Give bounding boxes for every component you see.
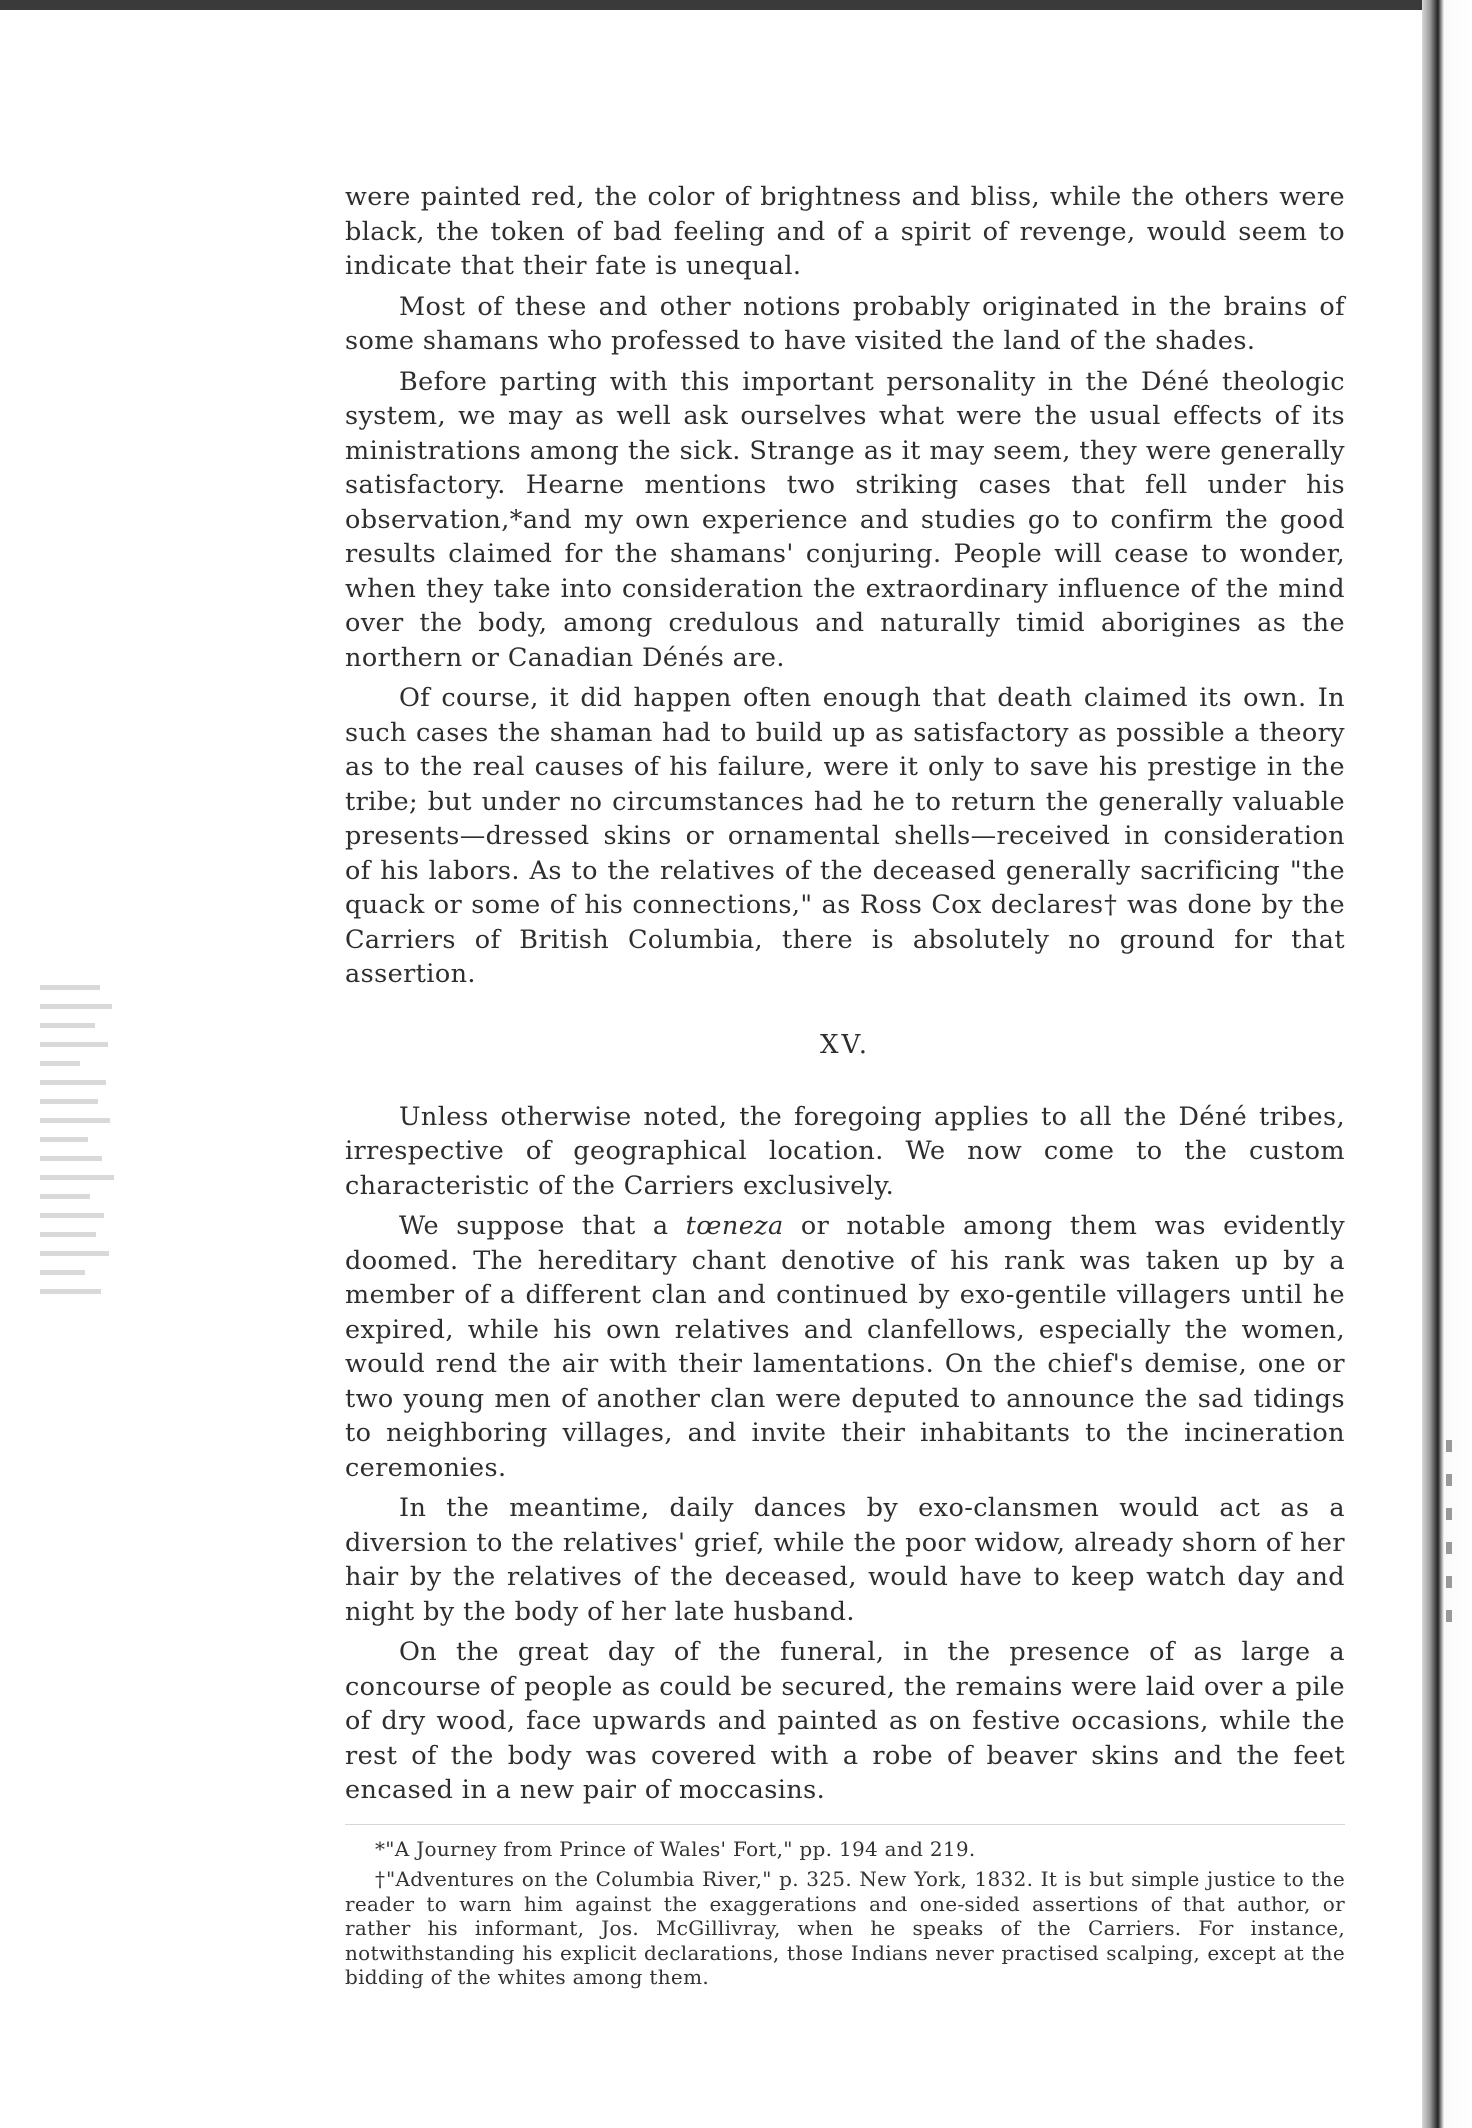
paragraph-notable-doomed (345, 1209, 1345, 1485)
facing-page-bleed-through (40, 985, 120, 1330)
next-page-edge-marks (1446, 1440, 1458, 1640)
paragraph-continued: were painted red, the color of brightness and bliss, while the others were black, the token of bad feeling and of a spirit of revenge, would seem to indicate that their fate is unequal. (345, 182, 1345, 281)
paragraph-funeral-day: On the great day of the funeral, in the presence of as large a concourse of people as could be secured, the remains were laid over a pile of dry wood, face upwards and painted as on festive occasions, while the rest of the body was covered with a robe of beaver skins and the feet encased in a new pair of moccasins. (345, 1637, 1345, 1805)
text-run: We suppose that a (399, 1211, 686, 1241)
footnote-divider (345, 1824, 1345, 1825)
paragraph-foregoing-applies: Unless otherwise noted, the foregoing applies to all the Déné tribes, irrespective of geographical location. We now come to the custom characteristic of the Carriers exclusively. (345, 1101, 1345, 1201)
paragraph-meantime: In the meantime, daily dances by exo-clansmen would act as a diversion to the relatives' grief, while the poor widow, already shorn of her hair by the relatives of the deceased, would have to keep watch day and night by the body of her late husband. (345, 1493, 1345, 1627)
scan-top-border (0, 0, 1472, 10)
section-heading: XV. (819, 1029, 870, 1060)
text-run: or notable among them was evidently doomed. The hereditary chant denotive of his rank was taken up by a member of a different clan and continued by exo-gentile villagers until he expired, while his own relatives and clanfellows, especially the women, would rend the air with their lamentations. On the chief's demise, one or two young men of another clan were deputed to announce the sad tidings to neighboring villages, and invite their inhabitants to the incineration ceremonies. (345, 1211, 1345, 1483)
scan-page-gutter (1422, 0, 1472, 2128)
italic-term: tœneza (685, 1211, 784, 1241)
paragraph-shamans-notions: Most of these and other notions probably originated in the brains of some shamans who professed to have visited the land of the shades. (345, 291, 1345, 356)
footnote-ross-cox: †"Adventures on the Columbia River," p. 325. New York, 1832. It is but simple justice to the reader to warn him against the exaggerations and one-sided assertions of that author, or rather his informant, Jos. McGillivray, when he speaks of the Carriers. For instance, notwithstanding his explicit declarations, those Indians never practised scalping, except at the bidding of the whites among them. (345, 1867, 1345, 1989)
page-text-block (345, 180, 1345, 1990)
paragraph-death-claimed: Of course, it did happen often enough that death claimed its own. In such cases the shaman had to build up as satisfactory as possible a theory as to the real causes of his failure, were it only to save his prestige in the tribe; but under no circumstances had he to return the generally valuable presents—dressed skins or ornamental shells—received in consideration of his labors. As to the relatives of the deceased generally sacrificing "the quack or some of his connections," as Ross Cox declares† was done by the Carriers of British Columbia, there is absolutely no ground for that assertion. (345, 683, 1345, 989)
footnote-hearne: *"A Journey from Prince of Wales' Fort," pp. 194 and 219. (375, 1836, 976, 1861)
paragraph-ministrations: Before parting with this important personality in the Déné theologic system, we may as well ask ourselves what were the usual effects of its ministrations among the sick. Strange as it may seem, they were generally satisfactory. Hearne mentions two striking cases that fell under his observation,*and my own experience and studies go to confirm the good results claimed for the shamans' conjuring. People will cease to wonder, when they take into consideration the extraordinary influence of the mind over the body, among credulous and naturally timid aborigines as the northern or Canadian Dénés are. (345, 366, 1345, 673)
